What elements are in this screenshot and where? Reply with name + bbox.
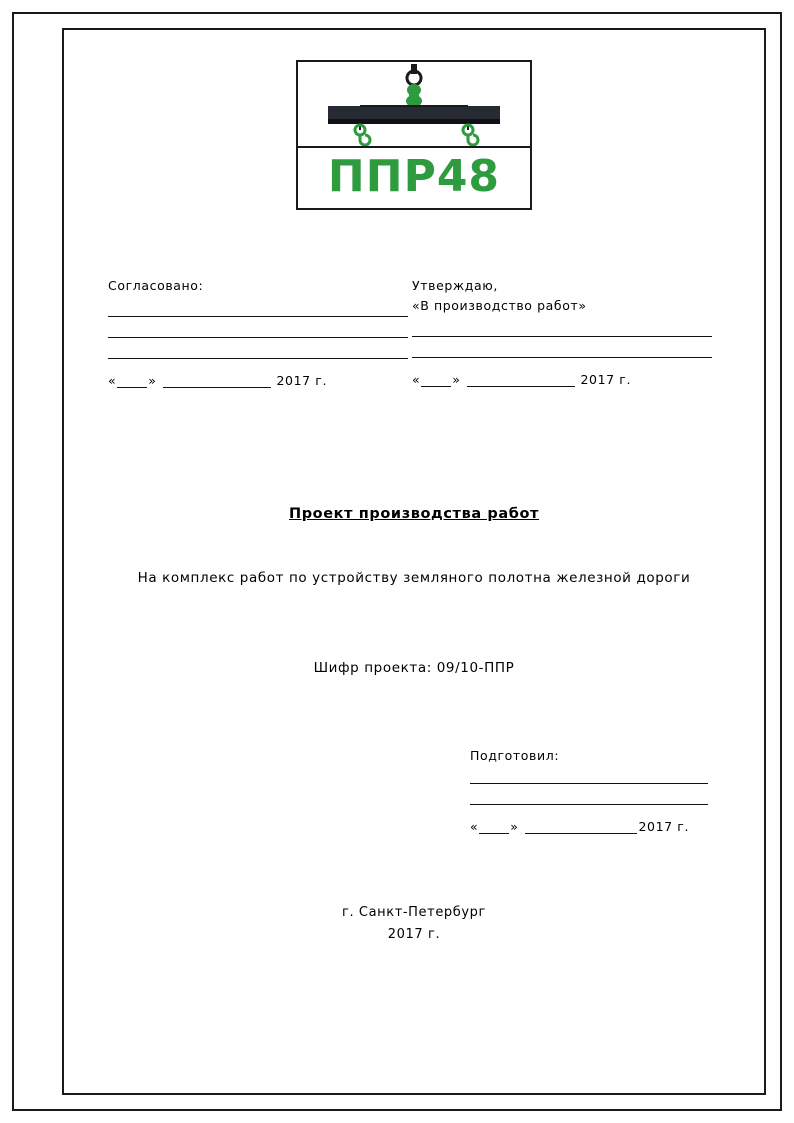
signature-line (470, 783, 708, 784)
quote-open: « (108, 373, 117, 388)
day-blank (421, 374, 451, 387)
approval-right-year: 2017 г. (580, 372, 632, 387)
quote-open: « (470, 819, 479, 834)
document-footer (108, 902, 720, 946)
approval-right-title-1: Утверждаю, (412, 278, 498, 293)
signature-line (412, 357, 712, 358)
signature-line (108, 337, 408, 338)
approval-right-date (412, 372, 712, 387)
month-blank (163, 375, 271, 388)
logo-area (108, 60, 720, 210)
quote-close: » (452, 372, 461, 387)
crane-beam-hooks-icon (298, 62, 530, 146)
signature-line (108, 316, 408, 317)
prepared-block (108, 748, 720, 834)
month-blank (525, 821, 637, 834)
approval-left (108, 276, 408, 388)
prepared-date (470, 819, 708, 834)
prepared-column (470, 748, 708, 834)
prepared-year: 2017 г. (638, 819, 690, 834)
approval-left-year: 2017 г. (276, 373, 328, 388)
approval-left-date (108, 373, 408, 388)
prepared-title: Подготовил: (470, 748, 560, 763)
footer-city: г. Санкт-Петербург (342, 905, 486, 920)
day-blank (479, 821, 509, 834)
month-blank (467, 374, 575, 387)
logo-box (296, 60, 532, 210)
quote-open: « (412, 372, 421, 387)
logo-text: ППР48 (298, 146, 530, 208)
quote-close: » (148, 373, 157, 388)
page-outer-frame (12, 12, 782, 1111)
page-inner-frame (62, 28, 766, 1095)
day-blank (117, 375, 147, 388)
approval-left-title: Согласовано: (108, 278, 204, 293)
approval-right-title-2: «В производство работ» (412, 298, 587, 313)
document-subtitle: На комплекс работ по устройству земляного полотна железной дороги (137, 570, 691, 586)
signature-line (108, 358, 408, 359)
signature-line (412, 336, 712, 337)
project-code: Шифр проекта: 09/10-ППР (313, 660, 515, 676)
document-title: Проект производства работ (288, 506, 540, 522)
approval-right (412, 276, 712, 388)
approval-block (108, 276, 720, 388)
quote-close: » (510, 819, 519, 834)
signature-line (470, 804, 708, 805)
footer-year: 2017 г. (387, 927, 441, 942)
